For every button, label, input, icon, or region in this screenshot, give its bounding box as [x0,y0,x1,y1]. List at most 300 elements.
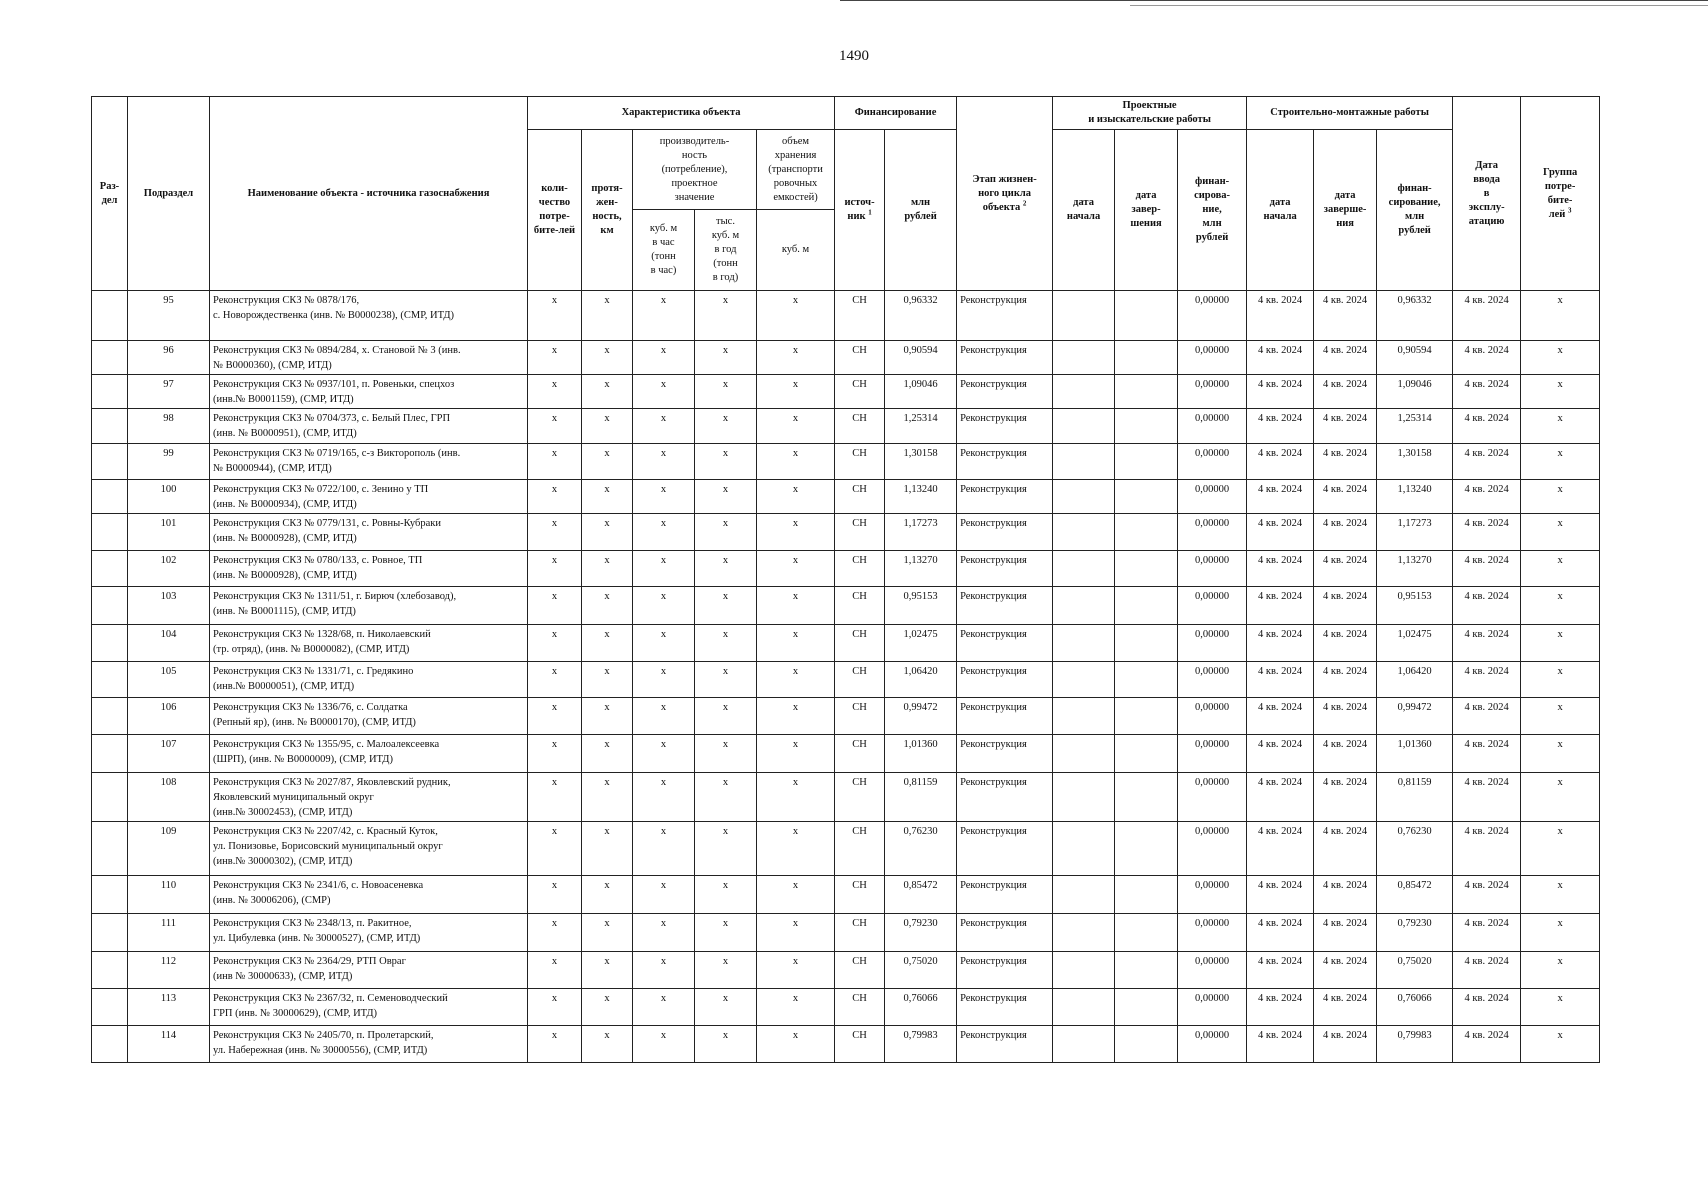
design-financing: 0,00000 [1178,409,1247,444]
length: x [582,587,633,625]
commission-date: 4 кв. 2024 [1453,989,1521,1026]
length: x [582,409,633,444]
design-end-date [1115,989,1178,1026]
object-name: Реконструкция СКЗ № 2207/42, с. Красный Куток, ул. Понизовье, Борисовский муниципальный округ (инв.№ 30000302), (СМР, ИТД) [210,822,528,876]
header-razdel: Раз- дел [92,97,128,291]
commission-date: 4 кв. 2024 [1453,914,1521,952]
object-name: Реконструкция СКЗ № 0878/176, с. Новорождественка (инв. № В0000238), (СМР, ИТД) [210,291,528,341]
consumer-group: x [1521,735,1600,773]
construction-end-date: 4 кв. 2024 [1314,662,1377,698]
table-row [92,409,1600,444]
lifecycle-stage: Реконструкция [957,698,1053,735]
razdel-cell [92,914,128,952]
storage-volume: x [757,291,835,341]
design-financing: 0,00000 [1178,291,1247,341]
design-start-date [1053,587,1115,625]
row-number: 102 [128,551,210,587]
financing-mln-rub: 0,99472 [885,698,957,735]
design-start-date [1053,876,1115,914]
cub-per-hour: x [633,952,695,989]
cub-per-hour: x [633,914,695,952]
construction-end-date: 4 кв. 2024 [1314,822,1377,876]
row-number: 105 [128,662,210,698]
consumer-count: x [528,876,582,914]
financing-source: СН [835,662,885,698]
thousand-cub-per-year: x [695,698,757,735]
design-end-date [1115,291,1178,341]
cub-per-hour: x [633,444,695,480]
design-start-date [1053,773,1115,822]
cub-per-hour: x [633,1026,695,1063]
table-row [92,375,1600,409]
consumer-count: x [528,1026,582,1063]
financing-source: СН [835,1026,885,1063]
design-start-date [1053,409,1115,444]
construction-financing: 1,13240 [1377,480,1453,514]
consumer-count: x [528,514,582,551]
lifecycle-stage: Реконструкция [957,625,1053,662]
lifecycle-stage: Реконструкция [957,291,1053,341]
cub-per-hour: x [633,587,695,625]
construction-financing: 1,02475 [1377,625,1453,662]
construction-financing: 0,76066 [1377,989,1453,1026]
row-number: 100 [128,480,210,514]
financing-source: СН [835,341,885,375]
table-row [92,480,1600,514]
storage-volume: x [757,444,835,480]
financing-source: СН [835,551,885,587]
construction-financing: 1,17273 [1377,514,1453,551]
consumer-count: x [528,375,582,409]
design-end-date [1115,876,1178,914]
razdel-cell [92,625,128,662]
commission-date: 4 кв. 2024 [1453,444,1521,480]
lifecycle-stage: Реконструкция [957,551,1053,587]
financing-mln-rub: 0,95153 [885,587,957,625]
lifecycle-stage: Реконструкция [957,989,1053,1026]
storage-volume: x [757,514,835,551]
design-financing: 0,00000 [1178,625,1247,662]
commission-date: 4 кв. 2024 [1453,551,1521,587]
lifecycle-stage: Реконструкция [957,375,1053,409]
construction-end-date: 4 кв. 2024 [1314,625,1377,662]
financing-mln-rub: 0,85472 [885,876,957,914]
consumer-group: x [1521,876,1600,914]
table-row [92,444,1600,480]
commission-date: 4 кв. 2024 [1453,822,1521,876]
table-row [92,952,1600,989]
razdel-cell [92,822,128,876]
commission-date: 4 кв. 2024 [1453,514,1521,551]
consumer-count: x [528,625,582,662]
consumer-count: x [528,409,582,444]
cub-per-hour: x [633,822,695,876]
object-name: Реконструкция СКЗ № 2027/87, Яковлевский рудник, Яковлевский муниципальный округ (инв.№ 30002453), (СМР, ИТД) [210,773,528,822]
construction-start-date: 4 кв. 2024 [1247,698,1314,735]
lifecycle-stage: Реконструкция [957,587,1053,625]
cub-per-hour: x [633,876,695,914]
design-financing: 0,00000 [1178,480,1247,514]
design-financing: 0,00000 [1178,876,1247,914]
design-start-date [1053,551,1115,587]
thousand-cub-per-year: x [695,625,757,662]
length: x [582,989,633,1026]
design-end-date [1115,514,1178,551]
object-name: Реконструкция СКЗ № 2364/29, РТП Овраг (инв № 30000633), (СМР, ИТД) [210,952,528,989]
table-row [92,989,1600,1026]
construction-start-date: 4 кв. 2024 [1247,587,1314,625]
design-end-date [1115,551,1178,587]
consumer-count: x [528,341,582,375]
lifecycle-stage: Реконструкция [957,735,1053,773]
thousand-cub-per-year: x [695,341,757,375]
object-name: Реконструкция СКЗ № 0780/133, с. Ровное, ТП (инв. № В0000928), (СМР, ИТД) [210,551,528,587]
row-number: 98 [128,409,210,444]
header-design-financing: финан- сирова- ние, млн рублей [1178,130,1247,291]
construction-end-date: 4 кв. 2024 [1314,914,1377,952]
financing-mln-rub: 1,09046 [885,375,957,409]
length: x [582,662,633,698]
row-number: 112 [128,952,210,989]
consumer-count: x [528,444,582,480]
construction-financing: 1,25314 [1377,409,1453,444]
storage-volume: x [757,822,835,876]
financing-source: СН [835,952,885,989]
table-row [92,876,1600,914]
lifecycle-stage: Реконструкция [957,341,1053,375]
construction-end-date: 4 кв. 2024 [1314,876,1377,914]
razdel-cell [92,989,128,1026]
financing-source: СН [835,698,885,735]
cub-per-hour: x [633,698,695,735]
length: x [582,341,633,375]
object-name: Реконструкция СКЗ № 0937/101, п. Ровеньки, спецхоз (инв.№ В0001159), (СМР, ИТД) [210,375,528,409]
cub-per-hour: x [633,662,695,698]
thousand-cub-per-year: x [695,291,757,341]
construction-end-date: 4 кв. 2024 [1314,341,1377,375]
design-start-date [1053,625,1115,662]
commission-date: 4 кв. 2024 [1453,876,1521,914]
design-end-date [1115,952,1178,989]
razdel-cell [92,1026,128,1063]
row-number: 96 [128,341,210,375]
construction-start-date: 4 кв. 2024 [1247,514,1314,551]
razdel-cell [92,735,128,773]
table-row [92,1026,1600,1063]
financing-source: СН [835,989,885,1026]
row-number: 104 [128,625,210,662]
header-construction-works: Строительно-монтажные работы [1247,97,1453,130]
header-mln-rub: млн рублей [885,130,957,291]
storage-volume: x [757,914,835,952]
construction-start-date: 4 кв. 2024 [1247,291,1314,341]
design-start-date [1053,375,1115,409]
razdel-cell [92,291,128,341]
financing-source: СН [835,625,885,662]
construction-end-date: 4 кв. 2024 [1314,952,1377,989]
lifecycle-stage: Реконструкция [957,480,1053,514]
thousand-cub-per-year: x [695,587,757,625]
financing-mln-rub: 0,76230 [885,822,957,876]
table-header [92,97,1600,291]
table-row [92,735,1600,773]
table-row [92,773,1600,822]
table-row [92,514,1600,551]
header-storage: объем хранения (транспорти ровочных емкостей) [757,130,835,210]
header-length: протя- жен- ность, км [582,130,633,291]
commission-date: 4 кв. 2024 [1453,952,1521,989]
consumer-count: x [528,480,582,514]
construction-financing: 1,06420 [1377,662,1453,698]
header-thousand-cub-year: тыс. куб. м в год (тонн в год) [695,210,757,291]
construction-financing: 1,01360 [1377,735,1453,773]
header-design-works: Проектные и изыскательские работы [1053,97,1247,130]
length: x [582,625,633,662]
financing-mln-rub: 1,01360 [885,735,957,773]
thousand-cub-per-year: x [695,876,757,914]
design-end-date [1115,480,1178,514]
financing-source: СН [835,444,885,480]
construction-start-date: 4 кв. 2024 [1247,444,1314,480]
storage-volume: x [757,625,835,662]
construction-financing: 0,81159 [1377,773,1453,822]
design-end-date [1115,735,1178,773]
row-number: 107 [128,735,210,773]
cub-per-hour: x [633,409,695,444]
consumer-group: x [1521,409,1600,444]
lifecycle-stage: Реконструкция [957,876,1053,914]
cub-per-hour: x [633,291,695,341]
design-start-date [1053,341,1115,375]
construction-start-date: 4 кв. 2024 [1247,375,1314,409]
table-row [92,822,1600,876]
construction-end-date: 4 кв. 2024 [1314,1026,1377,1063]
construction-financing: 1,30158 [1377,444,1453,480]
header-object-name: Наименование объекта - источника газоснабжения [210,97,528,291]
design-start-date [1053,952,1115,989]
row-number: 103 [128,587,210,625]
consumer-count: x [528,662,582,698]
table-body [92,291,1600,1063]
consumer-count: x [528,989,582,1026]
design-end-date [1115,773,1178,822]
lifecycle-stage: Реконструкция [957,514,1053,551]
object-name: Реконструкция СКЗ № 0704/373, с. Белый Плес, ГРП (инв. № В0000951), (СМР, ИТД) [210,409,528,444]
financing-mln-rub: 1,25314 [885,409,957,444]
design-financing: 0,00000 [1178,444,1247,480]
construction-financing: 0,79983 [1377,1026,1453,1063]
commission-date: 4 кв. 2024 [1453,409,1521,444]
object-name: Реконструкция СКЗ № 0722/100, с. Зенино у ТП (инв. № В0000934), (СМР, ИТД) [210,480,528,514]
financing-mln-rub: 1,06420 [885,662,957,698]
design-end-date [1115,1026,1178,1063]
object-name: Реконструкция СКЗ № 2348/13, п. Ракитное, ул. Цибулевка (инв. № 30000527), (СМР, ИТД) [210,914,528,952]
length: x [582,480,633,514]
financing-source: СН [835,587,885,625]
design-end-date [1115,375,1178,409]
header-source: источ- ник $^1$ [835,130,885,291]
cub-per-hour: x [633,514,695,551]
header-design-end: дата завер- шения [1115,130,1178,291]
lifecycle-stage: Реконструкция [957,952,1053,989]
financing-mln-rub: 0,81159 [885,773,957,822]
design-end-date [1115,914,1178,952]
design-start-date [1053,822,1115,876]
thousand-cub-per-year: x [695,822,757,876]
financing-source: СН [835,822,885,876]
thousand-cub-per-year: x [695,1026,757,1063]
consumer-group: x [1521,551,1600,587]
object-name: Реконструкция СКЗ № 0719/165, с-з Викторополь (инв. № В0000944), (СМР, ИТД) [210,444,528,480]
length: x [582,444,633,480]
financing-source: СН [835,291,885,341]
table-row [92,587,1600,625]
storage-volume: x [757,551,835,587]
consumer-group: x [1521,625,1600,662]
commission-date: 4 кв. 2024 [1453,341,1521,375]
design-financing: 0,00000 [1178,551,1247,587]
length: x [582,822,633,876]
design-end-date [1115,587,1178,625]
commission-date: 4 кв. 2024 [1453,480,1521,514]
consumer-count: x [528,291,582,341]
financing-mln-rub: 1,17273 [885,514,957,551]
length: x [582,773,633,822]
razdel-cell [92,375,128,409]
construction-end-date: 4 кв. 2024 [1314,409,1377,444]
lifecycle-stage: Реконструкция [957,1026,1053,1063]
length: x [582,551,633,587]
object-name: Реконструкция СКЗ № 1331/71, с. Гредякино (инв.№ В0000051), (СМР, ИТД) [210,662,528,698]
consumer-group: x [1521,914,1600,952]
cub-per-hour: x [633,375,695,409]
design-start-date [1053,291,1115,341]
design-financing: 0,00000 [1178,1026,1247,1063]
construction-start-date: 4 кв. 2024 [1247,551,1314,587]
object-name: Реконструкция СКЗ № 0894/284, х. Становой № 3 (инв. № В0000360), (СМР, ИТД) [210,341,528,375]
razdel-cell [92,409,128,444]
thousand-cub-per-year: x [695,914,757,952]
design-start-date [1053,514,1115,551]
page-number: 1490 [839,48,869,64]
storage-volume: x [757,662,835,698]
design-start-date [1053,698,1115,735]
design-financing: 0,00000 [1178,662,1247,698]
construction-end-date: 4 кв. 2024 [1314,514,1377,551]
consumer-group: x [1521,773,1600,822]
razdel-cell [92,480,128,514]
object-name: Реконструкция СКЗ № 2341/6, с. Новоасеневка (инв. № 30006206), (СМР) [210,876,528,914]
design-end-date [1115,409,1178,444]
cub-per-hour: x [633,773,695,822]
consumer-group: x [1521,444,1600,480]
consumer-group: x [1521,341,1600,375]
construction-end-date: 4 кв. 2024 [1314,773,1377,822]
financing-mln-rub: 1,02475 [885,625,957,662]
commission-date: 4 кв. 2024 [1453,698,1521,735]
financing-source: СН [835,773,885,822]
storage-volume: x [757,480,835,514]
razdel-cell [92,952,128,989]
row-number: 109 [128,822,210,876]
consumer-group: x [1521,375,1600,409]
design-end-date [1115,822,1178,876]
thousand-cub-per-year: x [695,773,757,822]
thousand-cub-per-year: x [695,551,757,587]
financing-mln-rub: 1,13240 [885,480,957,514]
design-end-date [1115,698,1178,735]
thousand-cub-per-year: x [695,952,757,989]
header-cub-hour: куб. м в час (тонн в час) [633,210,695,291]
storage-volume: x [757,735,835,773]
financing-mln-rub: 1,30158 [885,444,957,480]
cub-per-hour: x [633,989,695,1026]
commission-date: 4 кв. 2024 [1453,625,1521,662]
commission-date: 4 кв. 2024 [1453,773,1521,822]
gas-supply-objects-table [91,96,1600,1063]
design-end-date [1115,662,1178,698]
construction-start-date: 4 кв. 2024 [1247,952,1314,989]
header-design-start: дата начала [1053,130,1115,291]
lifecycle-stage: Реконструкция [957,409,1053,444]
construction-end-date: 4 кв. 2024 [1314,989,1377,1026]
object-name: Реконструкция СКЗ № 2367/32, п. Семеноводческий ГРП (инв. № 30000629), (СМР, ИТД) [210,989,528,1026]
design-end-date [1115,444,1178,480]
header-consumer-count: коли- чество потре- бите-лей [528,130,582,291]
financing-mln-rub: 0,76066 [885,989,957,1026]
construction-financing: 0,96332 [1377,291,1453,341]
construction-end-date: 4 кв. 2024 [1314,291,1377,341]
length: x [582,698,633,735]
table-row [92,551,1600,587]
financing-source: СН [835,876,885,914]
financing-mln-rub: 0,96332 [885,291,957,341]
design-financing: 0,00000 [1178,773,1247,822]
table-row [92,698,1600,735]
cub-per-hour: x [633,551,695,587]
construction-financing: 0,99472 [1377,698,1453,735]
lifecycle-stage: Реконструкция [957,822,1053,876]
construction-financing: 0,85472 [1377,876,1453,914]
length: x [582,291,633,341]
table-row [92,291,1600,341]
length: x [582,952,633,989]
consumer-count: x [528,952,582,989]
razdel-cell [92,444,128,480]
razdel-cell [92,514,128,551]
construction-financing: 0,95153 [1377,587,1453,625]
row-number: 95 [128,291,210,341]
consumer-group: x [1521,514,1600,551]
construction-financing: 0,75020 [1377,952,1453,989]
storage-volume: x [757,1026,835,1063]
financing-mln-rub: 0,79230 [885,914,957,952]
cub-per-hour: x [633,625,695,662]
financing-mln-rub: 0,79983 [885,1026,957,1063]
commission-date: 4 кв. 2024 [1453,291,1521,341]
storage-volume: x [757,375,835,409]
consumer-count: x [528,698,582,735]
construction-start-date: 4 кв. 2024 [1247,914,1314,952]
thousand-cub-per-year: x [695,735,757,773]
construction-start-date: 4 кв. 2024 [1247,876,1314,914]
consumer-count: x [528,551,582,587]
row-number: 114 [128,1026,210,1063]
commission-date: 4 кв. 2024 [1453,662,1521,698]
design-financing: 0,00000 [1178,822,1247,876]
construction-financing: 1,13270 [1377,551,1453,587]
object-name: Реконструкция СКЗ № 1311/51, г. Бирюч (хлебозавод), (инв. № В0001115), (СМР, ИТД) [210,587,528,625]
